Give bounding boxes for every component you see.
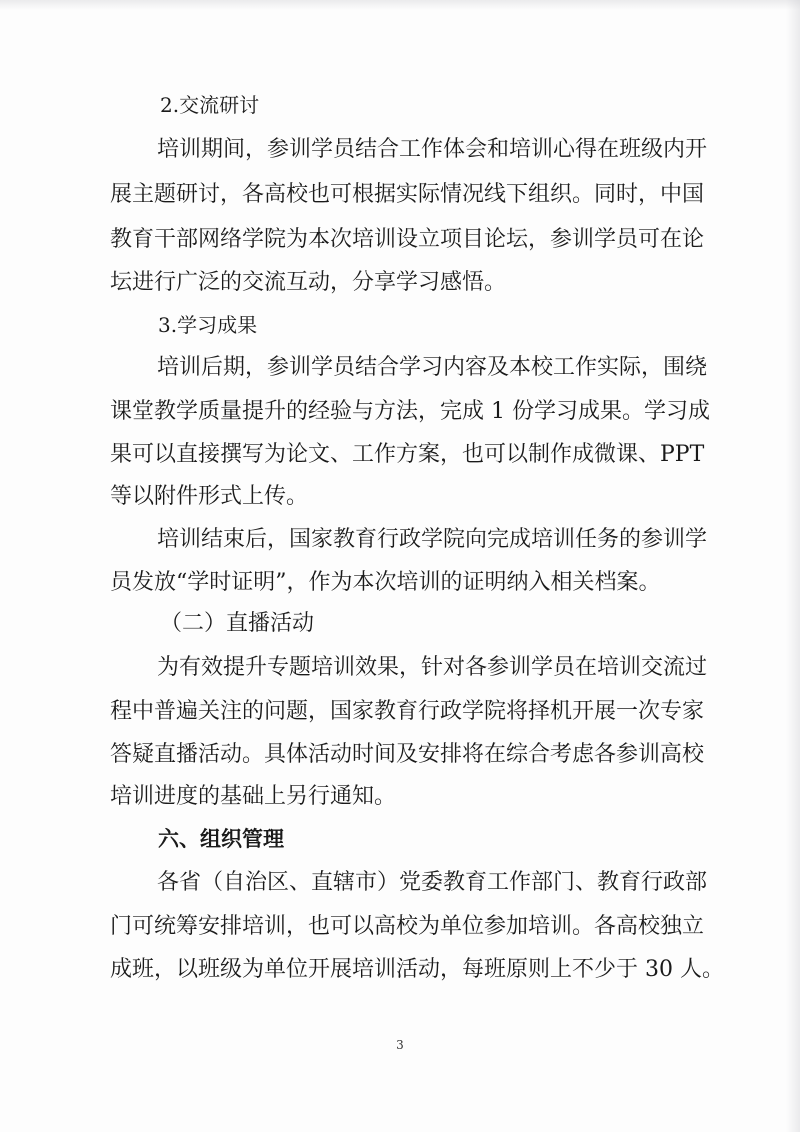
paragraph-line: 培训结束后，国家教育行政学院向完成培训任务的参训学 xyxy=(157,527,708,552)
section-heading-live: （二）直播活动 xyxy=(160,611,315,636)
paragraph-line: 程中普遍关注的问题，国家教育行政学院将择机开展一次专家 xyxy=(110,699,705,724)
paragraph-line: 各省（自治区、直辖市）党委教育工作部门、教育行政部 xyxy=(157,870,708,895)
paragraph-line: 培训后期，参训学员结合学习内容及本校工作实际，围绕 xyxy=(157,355,708,380)
section-heading-organization: 六、组织管理 xyxy=(158,827,284,851)
paragraph-line: 课堂教学质量提升的经验与方法，完成 1 份学习成果。学习成 xyxy=(110,399,710,424)
paragraph-line: 果可以直接撰写为论文、工作方案，也可以制作成微课、PPT xyxy=(110,442,705,467)
paragraph-line: 答疑直播活动。具体活动时间及安排将在综合考虑各参训高校 xyxy=(110,742,705,767)
paragraph-line: 成班，以班级为单位开展培训活动，每班原则上不少于 30 人。 xyxy=(110,957,724,982)
paragraph-line: 门可统筹安排培训，也可以高校为单位参加培训。各高校独立 xyxy=(110,914,705,939)
paragraph-line: 培训期间，参训学员结合工作体会和培训心得在班级内开 xyxy=(157,137,708,162)
paragraph-line: 展主题研讨，各高校也可根据实际情况线下组织。同时，中国 xyxy=(110,182,705,207)
section-heading-exchange: 2.交流研讨 xyxy=(160,93,260,117)
paragraph-line: 教育干部网络学院为本次培训设立项目论坛，参训学员可在论 xyxy=(110,227,705,252)
paragraph-line: 为有效提升专题培训效果，针对各参训学员在培训交流过 xyxy=(157,655,708,680)
paragraph-line: 坛进行广泛的交流互动，分享学习感悟。 xyxy=(110,270,507,295)
scan-edge-shadow xyxy=(786,0,800,1132)
paragraph-line: 等以附件形式上传。 xyxy=(110,484,309,509)
scan-top-shadow xyxy=(0,0,800,10)
paragraph-line: 员发放“学时证明”，作为本次培训的证明纳入相关档案。 xyxy=(110,570,661,595)
paragraph-line: 培训进度的基础上另行通知。 xyxy=(110,784,397,809)
section-heading-results: 3.学习成果 xyxy=(158,313,258,337)
page-number: 3 xyxy=(396,1038,404,1052)
